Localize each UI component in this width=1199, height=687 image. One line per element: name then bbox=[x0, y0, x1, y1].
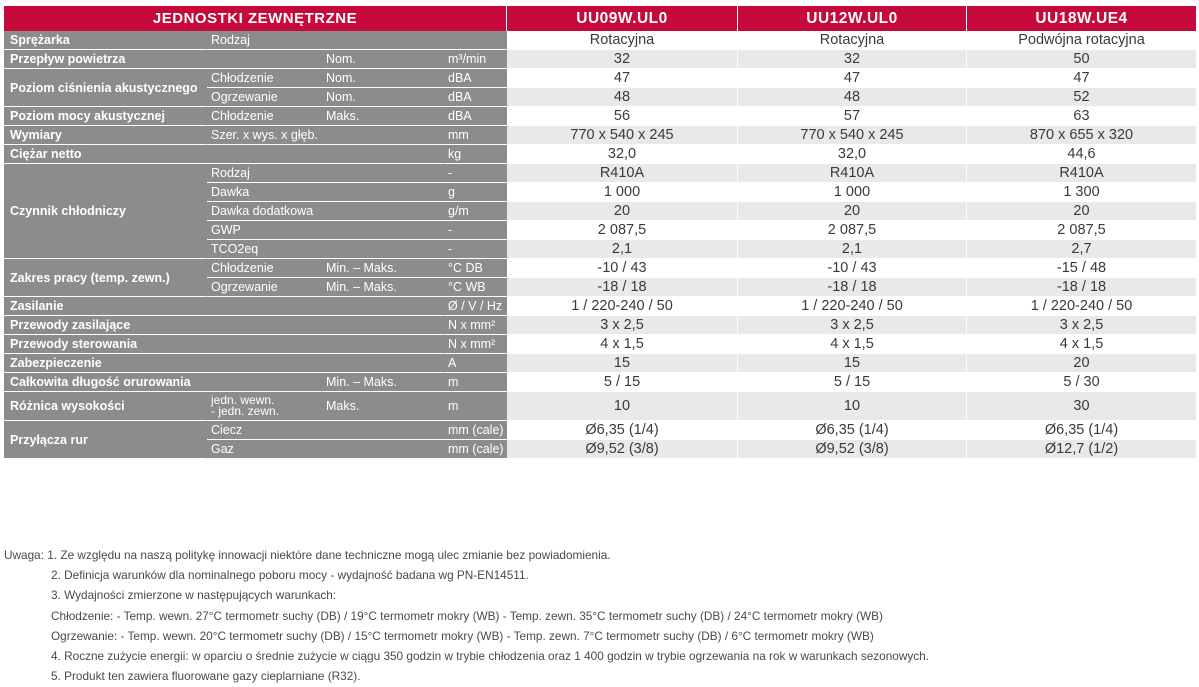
value-cell: 32 bbox=[507, 50, 738, 69]
value-cell: 50 bbox=[967, 50, 1196, 69]
sub-label bbox=[207, 392, 322, 421]
value-cell: 47 bbox=[967, 69, 1196, 88]
value-cell: Ø6,35 (1/4) bbox=[507, 421, 738, 440]
table-row bbox=[4, 335, 1196, 354]
value-cell: -10 / 43 bbox=[507, 259, 738, 278]
value-cell: 48 bbox=[738, 88, 967, 107]
sub-label-line: jedn. wewn. bbox=[211, 393, 275, 407]
value-cell: -18 / 18 bbox=[507, 278, 738, 297]
sub-label: Dawka bbox=[207, 183, 444, 202]
value-cell: R410A bbox=[507, 164, 738, 183]
value-cell: 2 087,5 bbox=[967, 221, 1196, 240]
spec-table bbox=[4, 6, 1196, 459]
footnote: Uwaga: 1. Ze względu na naszą politykę innowacji niektóre dane techniczne mogą ulec zmianie bez powiadomienia. bbox=[4, 548, 611, 562]
group-label: Zasilanie bbox=[4, 297, 444, 316]
value-cell: 3 x 2,5 bbox=[738, 316, 967, 335]
value-cell: 5 / 30 bbox=[967, 373, 1196, 392]
unit-label: °C WB bbox=[444, 278, 507, 297]
group-label: Przyłącza rur bbox=[4, 421, 207, 459]
footnote: Chłodzenie: - Temp. wewn. 27°C termometr suchy (DB) / 19°C termometr mokry (WB) - Temp. zewn. 35°C termometr suchy (DB) / 24°C termometr mokry (WB) bbox=[51, 608, 883, 623]
group-label: Przepływ powietrza bbox=[4, 50, 322, 69]
value-cell: 63 bbox=[967, 107, 1196, 126]
sub-label: Ciecz bbox=[207, 421, 444, 440]
unit-label: g bbox=[444, 183, 507, 202]
value-cell: 770 x 540 x 245 bbox=[738, 126, 967, 145]
value-cell: 1 300 bbox=[967, 183, 1196, 202]
value-cell: 1 / 220-240 / 50 bbox=[967, 297, 1196, 316]
group-label: Całkowita długość orurowania bbox=[4, 373, 322, 392]
group-label: Przewody sterowania bbox=[4, 335, 444, 354]
table-row bbox=[4, 126, 1196, 145]
unit-label: mm bbox=[444, 126, 507, 145]
sub-label: Ogrzewanie bbox=[207, 88, 322, 107]
value-cell: Podwójna rotacyjna bbox=[967, 31, 1196, 50]
value-cell: Ø9,52 (3/8) bbox=[507, 440, 738, 459]
sub-label: Chłodzenie bbox=[207, 259, 322, 278]
value-cell: Rotacyjna bbox=[507, 31, 738, 50]
value-cell: R410A bbox=[967, 164, 1196, 183]
unit-label: - bbox=[444, 164, 507, 183]
table-row bbox=[4, 297, 1196, 316]
sub-label-line: - jedn. zewn. bbox=[211, 404, 280, 418]
sub-label: Ogrzewanie bbox=[207, 278, 322, 297]
unit-label: A bbox=[444, 354, 507, 373]
value-cell: Ø6,35 (1/4) bbox=[738, 421, 967, 440]
value-cell: 2,1 bbox=[507, 240, 738, 259]
value-cell: 32,0 bbox=[507, 145, 738, 164]
group-label: Wymiary bbox=[4, 126, 207, 145]
condition-label: Nom. bbox=[322, 88, 444, 107]
table-row bbox=[4, 259, 1196, 278]
value-cell: 20 bbox=[967, 354, 1196, 373]
value-cell: 2 087,5 bbox=[738, 221, 967, 240]
value-cell: 32,0 bbox=[738, 145, 967, 164]
unit-label: m bbox=[444, 392, 507, 421]
table-row bbox=[4, 354, 1196, 373]
sub-label: Gaz bbox=[207, 440, 444, 459]
value-cell: 20 bbox=[967, 202, 1196, 221]
value-cell: -10 / 43 bbox=[738, 259, 967, 278]
value-cell: 4 x 1,5 bbox=[738, 335, 967, 354]
value-cell: 47 bbox=[507, 69, 738, 88]
footnote: Ogrzewanie: - Temp. wewn. 20°C termometr suchy (DB) / 15°C termometr mokry (WB) - Temp. zewn. 7°C termometr suchy (DB) / 6°C termometr mokry (WB) bbox=[51, 628, 874, 643]
footnote: 2. Definicja warunków dla nominalnego poboru mocy - wydajność badana wg PN-EN14511. bbox=[51, 568, 529, 583]
value-cell: 2,1 bbox=[738, 240, 967, 259]
table-header bbox=[4, 6, 1196, 31]
group-label: Ciężar netto bbox=[4, 145, 444, 164]
condition-label: Nom. bbox=[322, 50, 444, 69]
unit-label: N x mm² bbox=[444, 316, 507, 335]
value-cell: 48 bbox=[507, 88, 738, 107]
sub-label: Rodzaj bbox=[207, 164, 444, 183]
value-cell: 5 / 15 bbox=[507, 373, 738, 392]
value-cell: 1 000 bbox=[507, 183, 738, 202]
value-cell: 10 bbox=[507, 392, 738, 421]
sub-label: Chłodzenie bbox=[207, 69, 322, 88]
value-cell: R410A bbox=[738, 164, 967, 183]
value-cell: 20 bbox=[738, 202, 967, 221]
value-cell: 32 bbox=[738, 50, 967, 69]
table-row bbox=[4, 50, 1196, 69]
condition-label: Min. – Maks. bbox=[322, 259, 444, 278]
condition-label: Maks. bbox=[322, 107, 444, 126]
value-cell: 3 x 2,5 bbox=[507, 316, 738, 335]
value-cell: Ø12,7 (1/2) bbox=[967, 440, 1196, 459]
group-label: Zabezpieczenie bbox=[4, 354, 444, 373]
table-row bbox=[4, 373, 1196, 392]
model-column-header: UU12W.UL0 bbox=[738, 6, 967, 31]
sub-label: TCO2eq bbox=[207, 240, 444, 259]
value-cell: 1 / 220-240 / 50 bbox=[507, 297, 738, 316]
value-cell: 770 x 540 x 245 bbox=[507, 126, 738, 145]
value-cell: 44,6 bbox=[967, 145, 1196, 164]
value-cell: Ø9,52 (3/8) bbox=[738, 440, 967, 459]
value-cell: 47 bbox=[738, 69, 967, 88]
table-row bbox=[4, 69, 1196, 88]
value-cell: 56 bbox=[507, 107, 738, 126]
sub-label: GWP bbox=[207, 221, 444, 240]
unit-label: dBA bbox=[444, 88, 507, 107]
value-cell: 15 bbox=[507, 354, 738, 373]
value-cell: Ø6,35 (1/4) bbox=[967, 421, 1196, 440]
value-cell: 2 087,5 bbox=[507, 221, 738, 240]
sub-label: Dawka dodatkowa bbox=[207, 202, 444, 221]
unit-label: dBA bbox=[444, 69, 507, 88]
value-cell: -18 / 18 bbox=[967, 278, 1196, 297]
condition-label: Nom. bbox=[322, 69, 444, 88]
value-cell: 5 / 15 bbox=[738, 373, 967, 392]
table-row bbox=[4, 421, 1196, 440]
unit-label: mm (cale) bbox=[444, 440, 507, 459]
unit-label: g/m bbox=[444, 202, 507, 221]
table-title: JEDNOSTKI ZEWNĘTRZNE bbox=[4, 6, 507, 31]
unit-label: dBA bbox=[444, 107, 507, 126]
value-cell: 10 bbox=[738, 392, 967, 421]
table-row bbox=[4, 31, 1196, 50]
sub-label: Rodzaj bbox=[207, 31, 507, 50]
value-cell: 57 bbox=[738, 107, 967, 126]
group-label: Przewody zasilające bbox=[4, 316, 444, 335]
condition-label: Min. – Maks. bbox=[322, 373, 444, 392]
value-cell: 52 bbox=[967, 88, 1196, 107]
group-label: Poziom ciśnienia akustycznego bbox=[4, 69, 207, 107]
value-cell: 30 bbox=[967, 392, 1196, 421]
unit-label: N x mm² bbox=[444, 335, 507, 354]
value-cell: 1 / 220-240 / 50 bbox=[738, 297, 967, 316]
unit-label: - bbox=[444, 240, 507, 259]
value-cell: 20 bbox=[507, 202, 738, 221]
value-cell: 3 x 2,5 bbox=[967, 316, 1196, 335]
unit-label: m bbox=[444, 373, 507, 392]
value-cell: -18 / 18 bbox=[738, 278, 967, 297]
footnote: 4. Roczne zużycie energii: w oparciu o średnie zużycie w ciągu 350 godzin w trybie chłodzenia oraz 1 400 godzin w trybie ogrzewania na rok w warunkach sezonowych. bbox=[51, 649, 930, 664]
footnote: 5. Produkt ten zawiera fluorowane gazy cieplarniane (R32). bbox=[51, 669, 361, 684]
value-cell: 2,7 bbox=[967, 240, 1196, 259]
value-cell: 870 x 655 x 320 bbox=[967, 126, 1196, 145]
table-row bbox=[4, 107, 1196, 126]
group-label: Sprężarka bbox=[4, 31, 207, 50]
model-column-header: UU18W.UE4 bbox=[967, 6, 1196, 31]
table-row bbox=[4, 316, 1196, 335]
value-cell: 15 bbox=[738, 354, 967, 373]
value-cell: 1 000 bbox=[738, 183, 967, 202]
unit-label: - bbox=[444, 221, 507, 240]
footnote: 3. Wydajności zmierzone w następujących warunkach: bbox=[51, 588, 337, 603]
group-label: Poziom mocy akustycznej bbox=[4, 107, 207, 126]
condition-label: Min. – Maks. bbox=[322, 278, 444, 297]
value-cell: Rotacyjna bbox=[738, 31, 967, 50]
table-row bbox=[4, 145, 1196, 164]
value-cell: -15 / 48 bbox=[967, 259, 1196, 278]
unit-label: Ø / V / Hz bbox=[444, 297, 507, 316]
table-row bbox=[4, 392, 1196, 421]
group-label: Różnica wysokości bbox=[4, 392, 207, 421]
unit-label: kg bbox=[444, 145, 507, 164]
sub-label: Chłodzenie bbox=[207, 107, 322, 126]
sub-label: Szer. x wys. x głęb. bbox=[207, 126, 444, 145]
model-column-header: UU09W.UL0 bbox=[507, 6, 738, 31]
unit-label: mm (cale) bbox=[444, 421, 507, 440]
unit-label: m³/min bbox=[444, 50, 507, 69]
value-cell: 4 x 1,5 bbox=[507, 335, 738, 354]
condition-label: Maks. bbox=[322, 392, 444, 421]
group-label: Zakres pracy (temp. zewn.) bbox=[4, 259, 207, 297]
table-row bbox=[4, 164, 1196, 183]
group-label: Czynnik chłodniczy bbox=[4, 164, 207, 259]
value-cell: 4 x 1,5 bbox=[967, 335, 1196, 354]
footnotes bbox=[4, 545, 929, 686]
unit-label: °C DB bbox=[444, 259, 507, 278]
